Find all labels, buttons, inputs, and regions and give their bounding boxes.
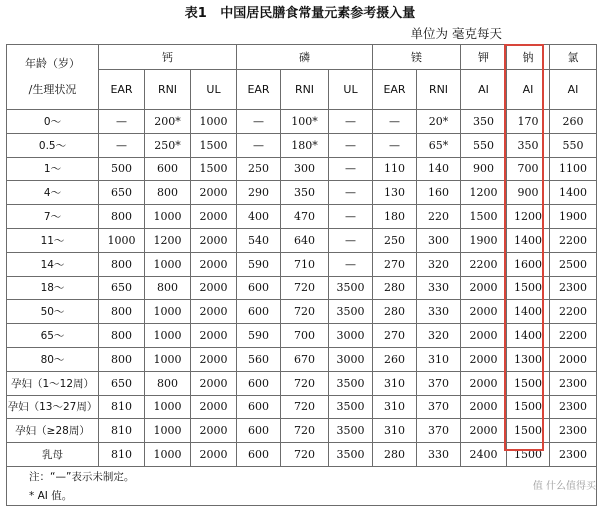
value-cell: 810 bbox=[99, 419, 145, 443]
table-row bbox=[7, 395, 597, 419]
value-cell: 720 bbox=[281, 300, 329, 324]
value-cell: 540 bbox=[237, 228, 281, 252]
value-cell: 310 bbox=[417, 347, 461, 371]
value-cell: 650 bbox=[99, 371, 145, 395]
age-cell: 孕妇（1～12周） bbox=[7, 371, 99, 395]
age-cell: 4～ bbox=[7, 181, 99, 205]
subheader-cell: EAR bbox=[237, 70, 281, 110]
table-row bbox=[7, 419, 597, 443]
value-cell: 1000 bbox=[145, 205, 191, 229]
value-cell: 2000 bbox=[191, 324, 237, 348]
age-cell: 乳母 bbox=[7, 443, 99, 467]
value-cell: 900 bbox=[507, 181, 550, 205]
value-cell: 1100 bbox=[550, 157, 597, 181]
value-cell: 110 bbox=[373, 157, 417, 181]
age-header-line2: /生理状况 bbox=[28, 83, 77, 96]
value-cell: 810 bbox=[99, 443, 145, 467]
value-cell: 130 bbox=[373, 181, 417, 205]
value-cell: 600 bbox=[237, 371, 281, 395]
value-cell: 2300 bbox=[550, 276, 597, 300]
table-title: 表1 中国居民膳食常量元素参考摄入量 bbox=[184, 6, 416, 21]
group-sodium: 钠 bbox=[507, 45, 550, 70]
value-cell: 1000 bbox=[145, 300, 191, 324]
value-cell: 1500 bbox=[507, 395, 550, 419]
age-cell: 0.5～ bbox=[7, 133, 99, 157]
value-cell: 1000 bbox=[191, 110, 237, 134]
value-cell: 20* bbox=[417, 110, 461, 134]
value-cell: 800 bbox=[99, 252, 145, 276]
value-cell: 310 bbox=[373, 395, 417, 419]
age-cell: 65～ bbox=[7, 324, 99, 348]
value-cell: 350 bbox=[507, 133, 550, 157]
value-cell: 1500 bbox=[507, 371, 550, 395]
value-cell: 1400 bbox=[507, 300, 550, 324]
value-cell: 2000 bbox=[461, 347, 507, 371]
value-cell: 3500 bbox=[329, 395, 373, 419]
value-cell: 3000 bbox=[329, 347, 373, 371]
value-cell: 500 bbox=[99, 157, 145, 181]
value-cell: 370 bbox=[417, 395, 461, 419]
value-cell: 160 bbox=[417, 181, 461, 205]
value-cell: 400 bbox=[237, 205, 281, 229]
value-cell: 900 bbox=[461, 157, 507, 181]
table-row bbox=[7, 181, 597, 205]
value-cell: 65* bbox=[417, 133, 461, 157]
value-cell: — bbox=[329, 133, 373, 157]
value-cell: 2000 bbox=[191, 276, 237, 300]
value-cell: 1000 bbox=[145, 443, 191, 467]
value-cell: — bbox=[373, 133, 417, 157]
value-cell: 710 bbox=[281, 252, 329, 276]
value-cell: 560 bbox=[237, 347, 281, 371]
value-cell: 550 bbox=[550, 133, 597, 157]
value-cell: 2000 bbox=[461, 419, 507, 443]
age-cell: 11～ bbox=[7, 228, 99, 252]
table-row bbox=[7, 276, 597, 300]
value-cell: 600 bbox=[237, 300, 281, 324]
value-cell: 3500 bbox=[329, 371, 373, 395]
subheader-cell: RNI bbox=[145, 70, 191, 110]
value-cell: — bbox=[237, 110, 281, 134]
value-cell: 2200 bbox=[461, 252, 507, 276]
watermark: 值 什么值得买 bbox=[532, 481, 596, 492]
age-cell: 孕妇（≥28周） bbox=[7, 419, 99, 443]
value-cell: 550 bbox=[461, 133, 507, 157]
value-cell: 2000 bbox=[191, 300, 237, 324]
value-cell: 700 bbox=[507, 157, 550, 181]
age-cell: 80～ bbox=[7, 347, 99, 371]
table-note: * AI 值。 bbox=[7, 486, 597, 506]
value-cell: 2000 bbox=[191, 419, 237, 443]
value-cell: 370 bbox=[417, 371, 461, 395]
value-cell: 370 bbox=[417, 419, 461, 443]
value-cell: 2000 bbox=[461, 276, 507, 300]
value-cell: 2000 bbox=[461, 371, 507, 395]
value-cell: 470 bbox=[281, 205, 329, 229]
value-cell: — bbox=[329, 157, 373, 181]
value-cell: 2000 bbox=[191, 443, 237, 467]
group-potassium: 钾 bbox=[461, 45, 507, 70]
value-cell: 1200 bbox=[507, 205, 550, 229]
value-cell: 280 bbox=[373, 276, 417, 300]
value-cell: 330 bbox=[417, 276, 461, 300]
value-cell: 600 bbox=[145, 157, 191, 181]
table-row bbox=[7, 347, 597, 371]
table-row bbox=[7, 371, 597, 395]
value-cell: 2000 bbox=[191, 228, 237, 252]
value-cell: 1600 bbox=[507, 252, 550, 276]
value-cell: 720 bbox=[281, 371, 329, 395]
value-cell: 1200 bbox=[461, 181, 507, 205]
subheader-cell: EAR bbox=[373, 70, 417, 110]
value-cell: 290 bbox=[237, 181, 281, 205]
value-cell: 800 bbox=[145, 181, 191, 205]
value-cell: 1000 bbox=[145, 252, 191, 276]
value-cell: 260 bbox=[550, 110, 597, 134]
value-cell: 1900 bbox=[461, 228, 507, 252]
value-cell: 200* bbox=[145, 110, 191, 134]
subheader-cell: AI bbox=[550, 70, 597, 110]
group-magnesium: 镁 bbox=[373, 45, 461, 70]
value-cell: 800 bbox=[99, 347, 145, 371]
value-cell: — bbox=[329, 205, 373, 229]
table-row bbox=[7, 252, 597, 276]
group-phosphorus: 磷 bbox=[237, 45, 373, 70]
subheader-cell: RNI bbox=[281, 70, 329, 110]
value-cell: 300 bbox=[417, 228, 461, 252]
value-cell: 640 bbox=[281, 228, 329, 252]
value-cell: 1400 bbox=[507, 228, 550, 252]
age-cell: 0～ bbox=[7, 110, 99, 134]
subheader-cell: RNI bbox=[417, 70, 461, 110]
age-cell: 18～ bbox=[7, 276, 99, 300]
value-cell: 800 bbox=[99, 324, 145, 348]
value-cell: 600 bbox=[237, 443, 281, 467]
value-cell: 350 bbox=[281, 181, 329, 205]
value-cell: 2000 bbox=[191, 205, 237, 229]
value-cell: 2200 bbox=[550, 324, 597, 348]
subheader-cell: UL bbox=[329, 70, 373, 110]
value-cell: 330 bbox=[417, 300, 461, 324]
value-cell: 180 bbox=[373, 205, 417, 229]
age-cell: 7～ bbox=[7, 205, 99, 229]
value-cell: 2300 bbox=[550, 419, 597, 443]
value-cell: 1500 bbox=[191, 157, 237, 181]
value-cell: 3500 bbox=[329, 276, 373, 300]
subheader-cell: AI bbox=[507, 70, 550, 110]
value-cell: 2200 bbox=[550, 228, 597, 252]
unit-label: 单位为 毫克每天 bbox=[410, 26, 502, 41]
value-cell: 800 bbox=[145, 276, 191, 300]
value-cell: 250* bbox=[145, 133, 191, 157]
age-header bbox=[7, 45, 99, 110]
value-cell: 140 bbox=[417, 157, 461, 181]
value-cell: 1200 bbox=[145, 228, 191, 252]
value-cell: 1000 bbox=[145, 419, 191, 443]
value-cell: 600 bbox=[237, 395, 281, 419]
value-cell: 280 bbox=[373, 300, 417, 324]
value-cell: 810 bbox=[99, 395, 145, 419]
subheader-cell: EAR bbox=[99, 70, 145, 110]
value-cell: — bbox=[99, 133, 145, 157]
value-cell: 670 bbox=[281, 347, 329, 371]
value-cell: 600 bbox=[237, 419, 281, 443]
table-row bbox=[7, 324, 597, 348]
value-cell: — bbox=[99, 110, 145, 134]
value-cell: 720 bbox=[281, 443, 329, 467]
value-cell: 800 bbox=[99, 300, 145, 324]
value-cell: 170 bbox=[507, 110, 550, 134]
value-cell: 2200 bbox=[550, 300, 597, 324]
value-cell: — bbox=[329, 228, 373, 252]
value-cell: 3000 bbox=[329, 324, 373, 348]
value-cell: 220 bbox=[417, 205, 461, 229]
value-cell: 310 bbox=[373, 419, 417, 443]
value-cell: 720 bbox=[281, 419, 329, 443]
value-cell: 2400 bbox=[461, 443, 507, 467]
value-cell: 310 bbox=[373, 371, 417, 395]
value-cell: 2500 bbox=[550, 252, 597, 276]
value-cell: 2300 bbox=[550, 395, 597, 419]
value-cell: 320 bbox=[417, 252, 461, 276]
value-cell: 2000 bbox=[191, 181, 237, 205]
value-cell: 600 bbox=[237, 276, 281, 300]
value-cell: 280 bbox=[373, 443, 417, 467]
value-cell: 270 bbox=[373, 252, 417, 276]
value-cell: 800 bbox=[145, 371, 191, 395]
value-cell: 100* bbox=[281, 110, 329, 134]
age-cell: 14～ bbox=[7, 252, 99, 276]
value-cell: 1400 bbox=[507, 324, 550, 348]
value-cell: 1900 bbox=[550, 205, 597, 229]
value-cell: 350 bbox=[461, 110, 507, 134]
table-note: 注：“—”表示未制定。 bbox=[7, 466, 597, 486]
value-cell: 1500 bbox=[507, 276, 550, 300]
value-cell: 3500 bbox=[329, 300, 373, 324]
value-cell: 2000 bbox=[461, 395, 507, 419]
value-cell: 250 bbox=[373, 228, 417, 252]
value-cell: 3500 bbox=[329, 419, 373, 443]
value-cell: 650 bbox=[99, 276, 145, 300]
group-chlorine: 氯 bbox=[550, 45, 597, 70]
subheader-cell: AI bbox=[461, 70, 507, 110]
value-cell: 1000 bbox=[145, 324, 191, 348]
value-cell: 300 bbox=[281, 157, 329, 181]
value-cell: 720 bbox=[281, 395, 329, 419]
table-row bbox=[7, 300, 597, 324]
value-cell: — bbox=[237, 133, 281, 157]
value-cell: 700 bbox=[281, 324, 329, 348]
value-cell: 720 bbox=[281, 276, 329, 300]
value-cell: — bbox=[373, 110, 417, 134]
value-cell: 250 bbox=[237, 157, 281, 181]
table-row bbox=[7, 110, 597, 134]
intake-table bbox=[6, 44, 597, 506]
value-cell: 1500 bbox=[461, 205, 507, 229]
value-cell: 2000 bbox=[191, 252, 237, 276]
value-cell: 2000 bbox=[191, 371, 237, 395]
value-cell: 800 bbox=[99, 205, 145, 229]
age-cell: 孕妇（13～27周） bbox=[7, 395, 99, 419]
value-cell: 330 bbox=[417, 443, 461, 467]
table-row bbox=[7, 443, 597, 467]
value-cell: 2000 bbox=[191, 395, 237, 419]
value-cell: 180* bbox=[281, 133, 329, 157]
table-row bbox=[7, 133, 597, 157]
value-cell: 320 bbox=[417, 324, 461, 348]
subheader-cell: UL bbox=[191, 70, 237, 110]
value-cell: 2000 bbox=[550, 347, 597, 371]
value-cell: 2000 bbox=[461, 300, 507, 324]
age-cell: 50～ bbox=[7, 300, 99, 324]
table-row bbox=[7, 205, 597, 229]
value-cell: 650 bbox=[99, 181, 145, 205]
table-row bbox=[7, 157, 597, 181]
value-cell: — bbox=[329, 110, 373, 134]
value-cell: 1500 bbox=[507, 443, 550, 467]
age-header-line1: 年龄（岁） bbox=[25, 57, 80, 70]
value-cell: 590 bbox=[237, 252, 281, 276]
value-cell: 3500 bbox=[329, 443, 373, 467]
value-cell: 1000 bbox=[145, 347, 191, 371]
value-cell: 1300 bbox=[507, 347, 550, 371]
value-cell: 270 bbox=[373, 324, 417, 348]
value-cell: 1400 bbox=[550, 181, 597, 205]
value-cell: 1500 bbox=[507, 419, 550, 443]
age-cell: 1～ bbox=[7, 157, 99, 181]
value-cell: 2000 bbox=[461, 324, 507, 348]
value-cell: 1000 bbox=[145, 395, 191, 419]
value-cell: 2000 bbox=[191, 347, 237, 371]
value-cell: 1500 bbox=[191, 133, 237, 157]
value-cell: — bbox=[329, 252, 373, 276]
table-row bbox=[7, 228, 597, 252]
value-cell: — bbox=[329, 181, 373, 205]
value-cell: 1000 bbox=[99, 228, 145, 252]
value-cell: 2300 bbox=[550, 371, 597, 395]
group-calcium: 钙 bbox=[99, 45, 237, 70]
value-cell: 260 bbox=[373, 347, 417, 371]
value-cell: 2300 bbox=[550, 443, 597, 467]
value-cell: 590 bbox=[237, 324, 281, 348]
